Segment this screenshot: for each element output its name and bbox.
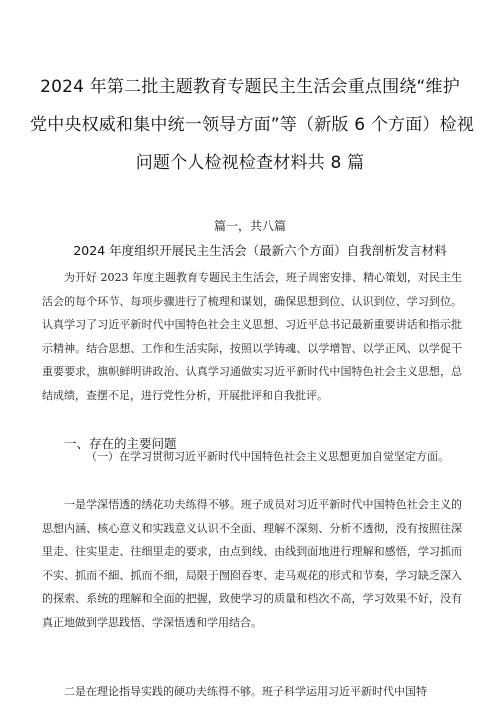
paragraph-4 <box>42 680 462 704</box>
document-title <box>30 68 475 182</box>
section-heading-1: 一、存在的主要问题 <box>64 436 177 451</box>
intro-paragraph: 为开好 2023 年度主题教育专题民主生活会，班子周密安排、精心策划，对民主生活会的每个环节、每项步骤进行了梳理和谋划，确保思想到位、认识到位、学习到位。认真学习了习近平新时代中国特色社会主义思想、习近平总书记最新重要讲话和指示批示精神。结合思想、工作和生活实际，按照以学铸魂、以学增智、以学正风、以学促干重要要求，旗帜鲜明讲政治、认真学习通做实习近平新时代中国特色社会主义思想，总结成绩，查摆不足，进行党性分析，开展批评和自我批评。 <box>42 271 462 402</box>
title-line-1: 2024 年第二批主题教育专题民主生活会重点围绕“维护 <box>40 77 460 97</box>
section-label: 篇一，共八篇 <box>213 219 286 233</box>
title-line-2: 党中央权威和集中统一领导方面”等（新版 6 个方面）检视 <box>30 115 475 135</box>
paragraph-4-text: 二是在理论指导实践的硬功夫练得不够。班子科学运用习近平新时代中国特 <box>64 685 427 698</box>
document-subtitle: 2024 年度组织开展民主生活会（最新六个方面）自我剖析发言材料 <box>73 243 447 258</box>
title-line-3: 问题个人检视检查材料共 8 篇 <box>135 153 365 173</box>
sub-heading-1: （一）在学习贯彻习近平新时代中国特色社会主义思想更加自觉坚定方面。 <box>86 450 449 463</box>
paragraph-3: 一是学深悟透的绣花功夫练得不够。班子成员对习近平新时代中国特色社会主义的思想内涵、核心意义和实践意义认识不全面、理解不深刻、分析不透彻，没有按照往深里走、往实里走、往细里走的要求，由点到线、由线到面地进行理解和感悟，学习抓而不实、抓而不細、抓而不细，局限于囫囵吞枣、走马观花的形式和节奏，学习缺乏深入的探索、系统的理解和全面的把握，致使学习的质量和档次不高，学习效果不好，没有真正地做到学思践悟、学深悟透和学用结合。 <box>42 498 462 629</box>
